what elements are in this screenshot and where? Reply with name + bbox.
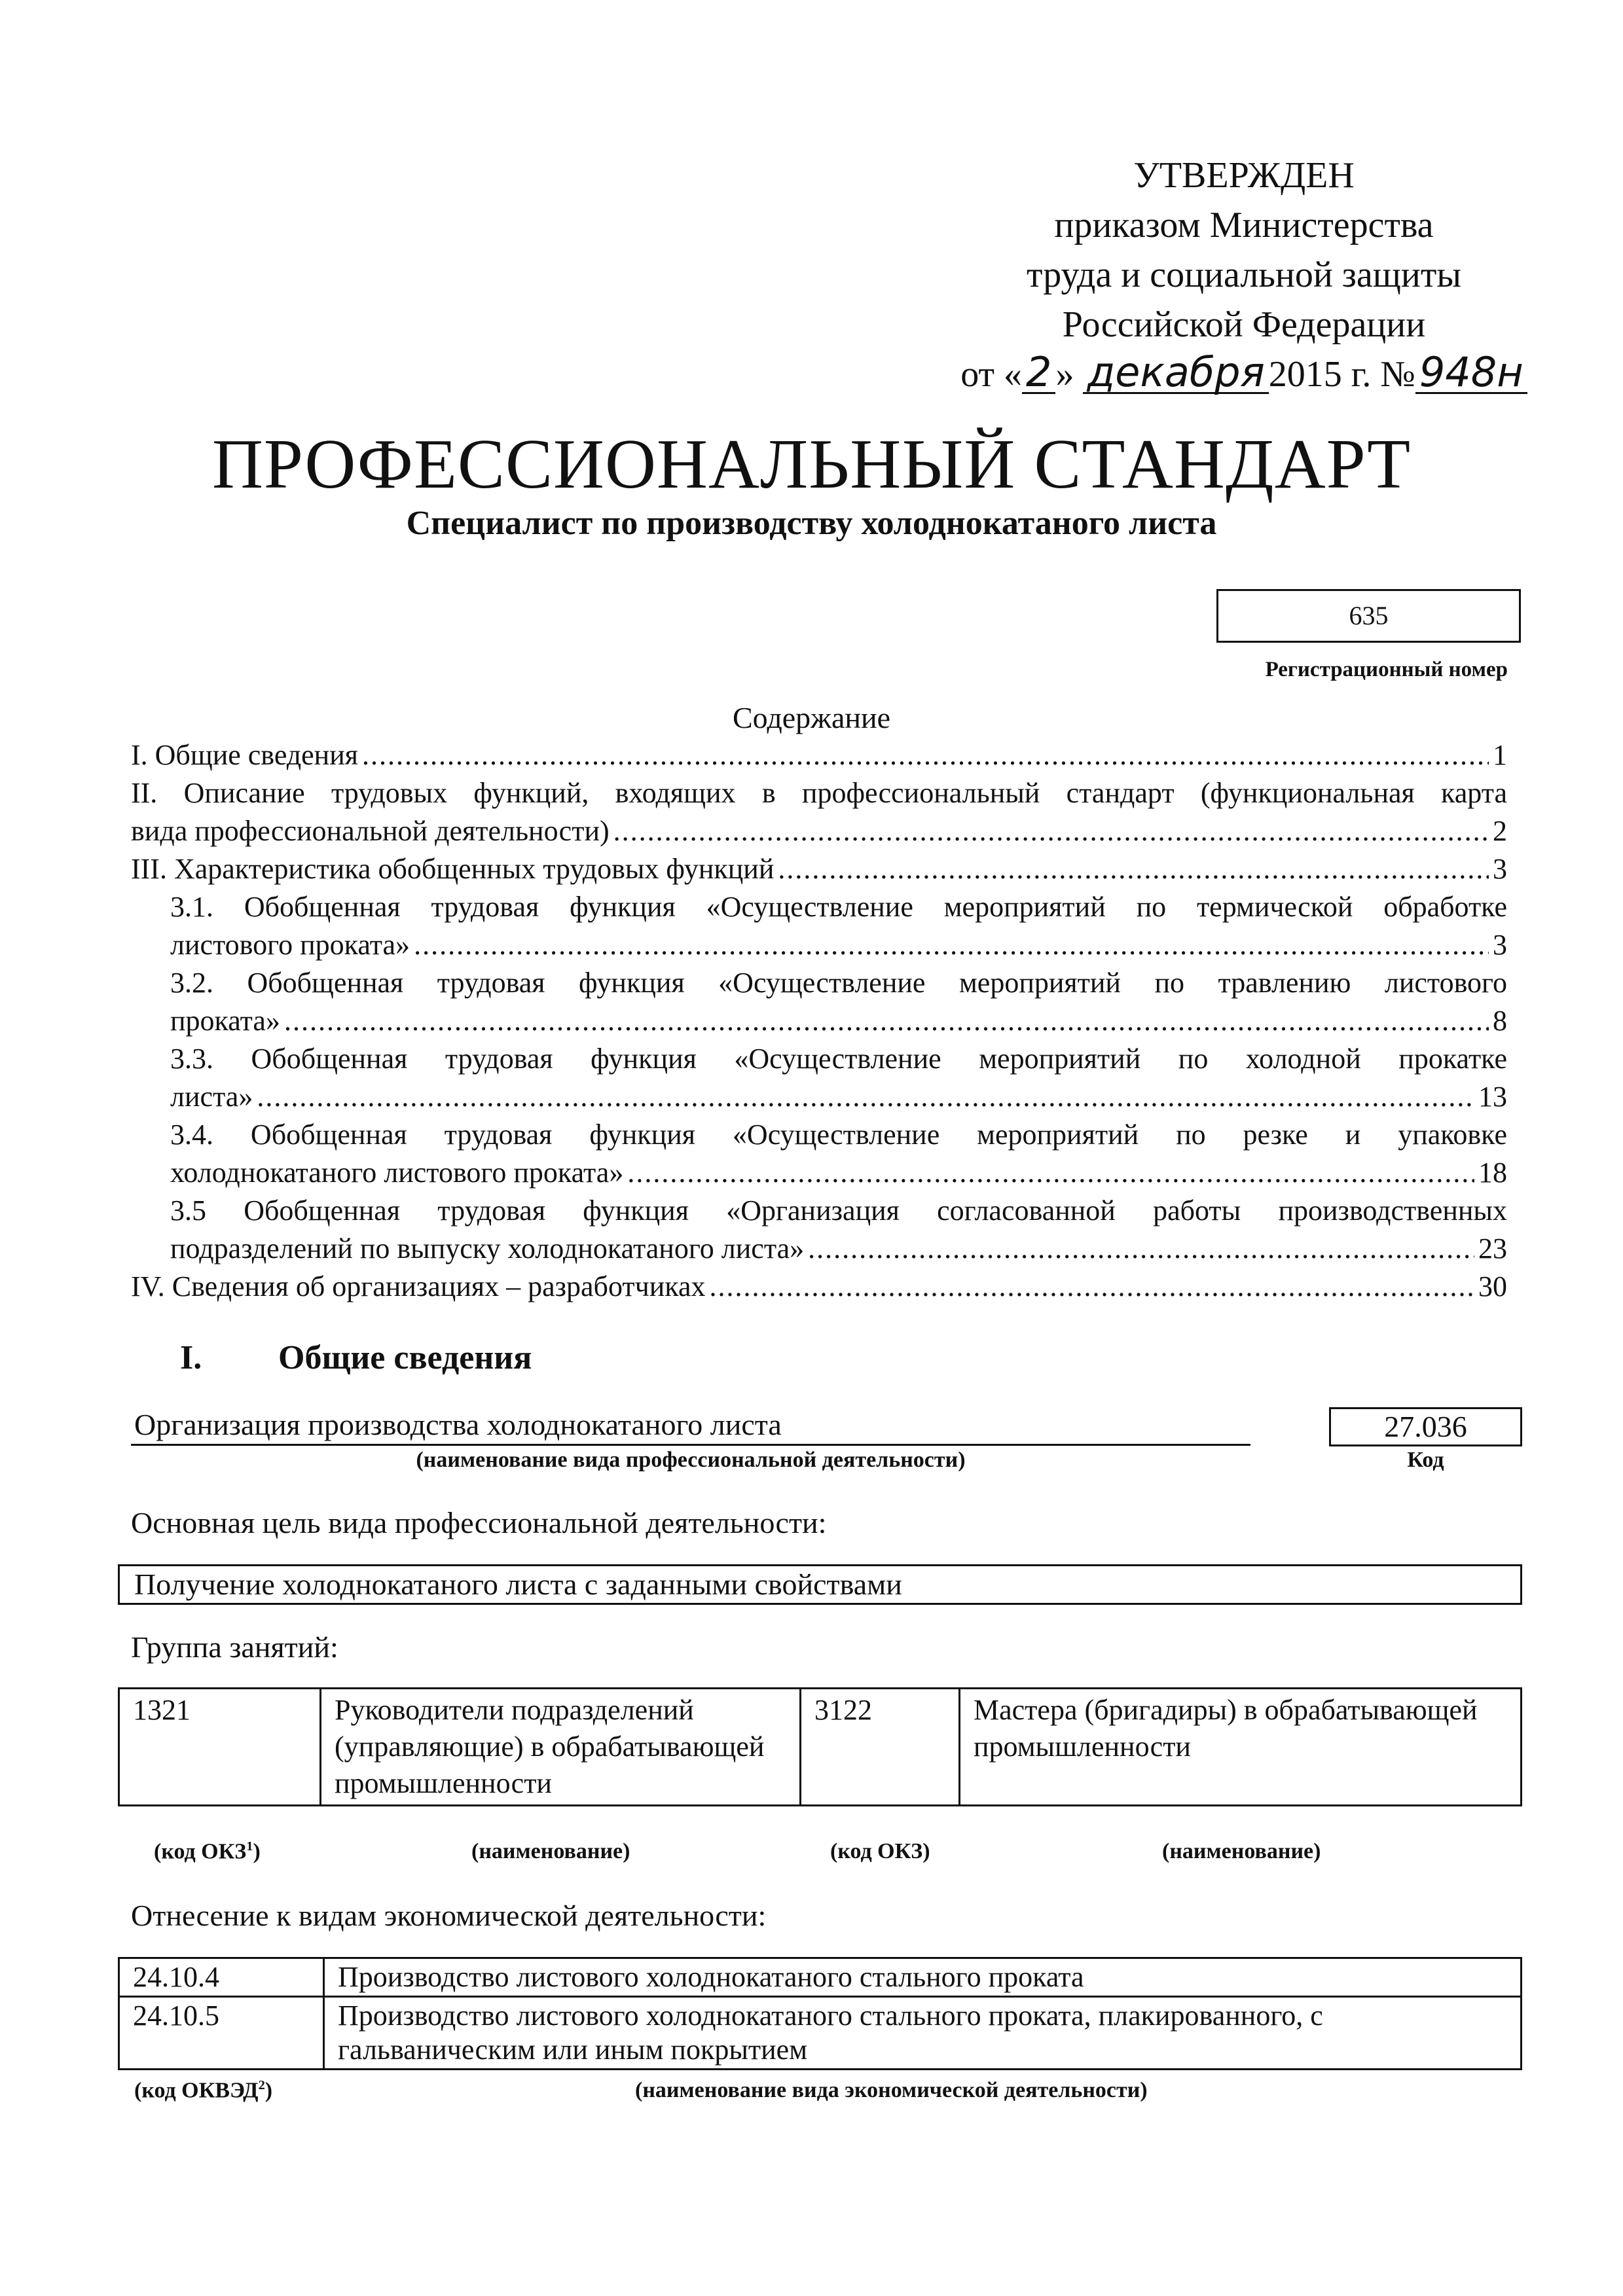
toc-item-text: 3.2. Обобщенная трудовая функция «Осуществление мероприятий по травлению листового (170, 967, 1507, 999)
toc-page: 18 (1478, 1157, 1507, 1189)
section-title: Общие сведения (278, 1339, 532, 1376)
toc-leader (362, 736, 1489, 774)
okz-code-caption (154, 1839, 261, 1864)
toc-leader (710, 1268, 1474, 1306)
occupation-group-label: Группа занятий: (131, 1630, 338, 1664)
toc-item-text: листового проката» (170, 929, 410, 961)
toc-item[interactable] (131, 1116, 1507, 1192)
okz-code-caption: (код ОКЗ) (830, 1839, 930, 1863)
activity-name: Организация производства холоднокатаного листа (134, 1408, 782, 1441)
handwritten-order-number: 948н (1415, 353, 1527, 394)
toc-item[interactable] (131, 964, 1507, 1040)
toc-leader (613, 812, 1489, 850)
toc-item-text: III. Характеристика обобщенных трудовых функций (131, 853, 775, 885)
approval-line: труда и социальной защиты (1027, 255, 1461, 295)
approval-block (917, 151, 1571, 399)
caption-text: ) (264, 2078, 273, 2103)
table-row (119, 1689, 1522, 1806)
okz-name-caption: (наименование) (1162, 1839, 1321, 1863)
section-number: I. (180, 1339, 202, 1376)
okz-name-caption: (наименование) (471, 1839, 630, 1863)
toc-page: 13 (1478, 1081, 1507, 1113)
handwritten-month: декабря (1083, 353, 1268, 394)
approval-date (917, 350, 1571, 399)
toc-item-text: 3.5 Обобщенная трудовая функция «Организация согласованной работы производственных (170, 1194, 1507, 1227)
caption-text: (код ОКЗ (154, 1839, 247, 1864)
toc-leader (808, 1230, 1474, 1268)
toc-leader (414, 926, 1489, 964)
activity-code-caption: Код (1407, 1448, 1444, 1472)
toc-item-text: проката» (170, 1005, 280, 1037)
toc-item[interactable] (131, 850, 1507, 888)
activity-code-box: 27.036 (1329, 1407, 1522, 1446)
toc-leader (627, 1154, 1474, 1192)
okved-name-cell: Производство листового холоднокатаного стального проката (324, 1958, 1522, 1997)
approval-heading: УТВЕРЖДЕН (1133, 155, 1355, 196)
table-of-contents (131, 736, 1507, 1306)
okved-code-cell: 24.10.5 (119, 1997, 324, 2070)
activity-underline (131, 1444, 1250, 1446)
section-heading (180, 1338, 532, 1377)
approval-line: Российской Федерации (1062, 304, 1426, 345)
approval-line: приказом Министерства (1054, 205, 1434, 245)
toc-leader (778, 850, 1489, 888)
footnote-mark: 1 (246, 1839, 253, 1854)
toc-item[interactable] (131, 1040, 1507, 1116)
toc-leader (257, 1078, 1474, 1116)
page-title: ПРОФЕССИОНАЛЬНЫЙ СТАНДАРТ (211, 425, 1412, 503)
handwritten-day: 2 (1022, 353, 1055, 394)
toc-item[interactable] (131, 736, 1507, 774)
toc-item-text: IV. Сведения об организациях – разработчиках (131, 1270, 706, 1302)
toc-page: 1 (1493, 739, 1507, 771)
toc-item-text: 3.4. Обобщенная трудовая функция «Осуществление мероприятий по резке и упаковке (170, 1119, 1507, 1151)
okved-name-cell: Производство листового холоднокатаного стального проката, плакированного, с гальваническим или иным покрытием (324, 1997, 1522, 2070)
okved-code-cell: 24.10.4 (119, 1958, 324, 1997)
okz-name-cell: Мастера (бригадиры) в обрабатывающей промышленности (960, 1689, 1522, 1806)
toc-item[interactable] (131, 1192, 1507, 1268)
toc-item-text: 3.1. Обобщенная трудовая функция «Осуществление мероприятий по термической обработке (170, 891, 1507, 923)
toc-page: 3 (1493, 853, 1507, 885)
date-year: 2015 г. № (1268, 354, 1415, 395)
toc-page: 3 (1493, 929, 1507, 961)
toc-item-text: II. Описание трудовых функций, входящих в профессиональный стандарт (функциональная карта (131, 777, 1507, 809)
toc-title: Содержание (732, 701, 891, 734)
goal-label: Основная цель вида профессиональной деятельности: (131, 1506, 827, 1539)
toc-item-text: 3.3. Обобщенная трудовая функция «Осуществление мероприятий по холодной прокатке (170, 1043, 1507, 1075)
economic-activity-table (118, 1957, 1522, 2070)
registration-number-label: Регистрационный номер (1265, 658, 1508, 681)
toc-item-text: листа» (170, 1081, 253, 1113)
footnote-mark: 2 (258, 2078, 265, 2092)
occupation-group-table (118, 1687, 1522, 1806)
okved-name-caption: (наименование вида экономической деятельности) (635, 2078, 1148, 2102)
table-row (119, 1997, 1522, 2070)
okz-code-cell: 3122 (801, 1689, 960, 1806)
toc-item[interactable] (131, 774, 1507, 850)
date-prefix: от « (960, 354, 1022, 395)
toc-page: 8 (1493, 1005, 1507, 1037)
goal-box: Получение холоднокатаного листа с заданными свойствами (118, 1564, 1522, 1605)
toc-item[interactable] (131, 1268, 1507, 1306)
economic-activity-label: Отнесение к видам экономической деятельности: (131, 1899, 767, 1932)
date-mid: » (1055, 354, 1074, 395)
toc-page: 23 (1478, 1232, 1507, 1265)
toc-item-text: холоднокатаного листового проката» (170, 1157, 624, 1189)
toc-item-text: вида профессиональной деятельности) (131, 815, 610, 847)
registration-number-box: 635 (1216, 589, 1521, 643)
table-row (119, 1958, 1522, 1997)
okz-code-cell: 1321 (119, 1689, 321, 1806)
toc-item[interactable] (131, 888, 1507, 964)
okved-code-caption (134, 2078, 272, 2103)
toc-page: 2 (1493, 815, 1507, 847)
caption-text: (код ОКВЭД (134, 2078, 259, 2103)
activity-caption: (наименование вида профессиональной деятельности) (416, 1448, 966, 1472)
caption-text: ) (253, 1839, 261, 1864)
toc-item-text: подразделений по выпуску холоднокатаного листа» (170, 1232, 805, 1265)
toc-item-text: I. Общие сведения (131, 739, 359, 771)
page-subtitle: Специалист по производству холоднокатаного листа (406, 505, 1217, 542)
toc-page: 30 (1478, 1270, 1507, 1302)
okz-name-cell: Руководители подразделений (управляющие) в обрабатывающей промышленности (321, 1689, 801, 1806)
toc-leader (284, 1002, 1489, 1040)
